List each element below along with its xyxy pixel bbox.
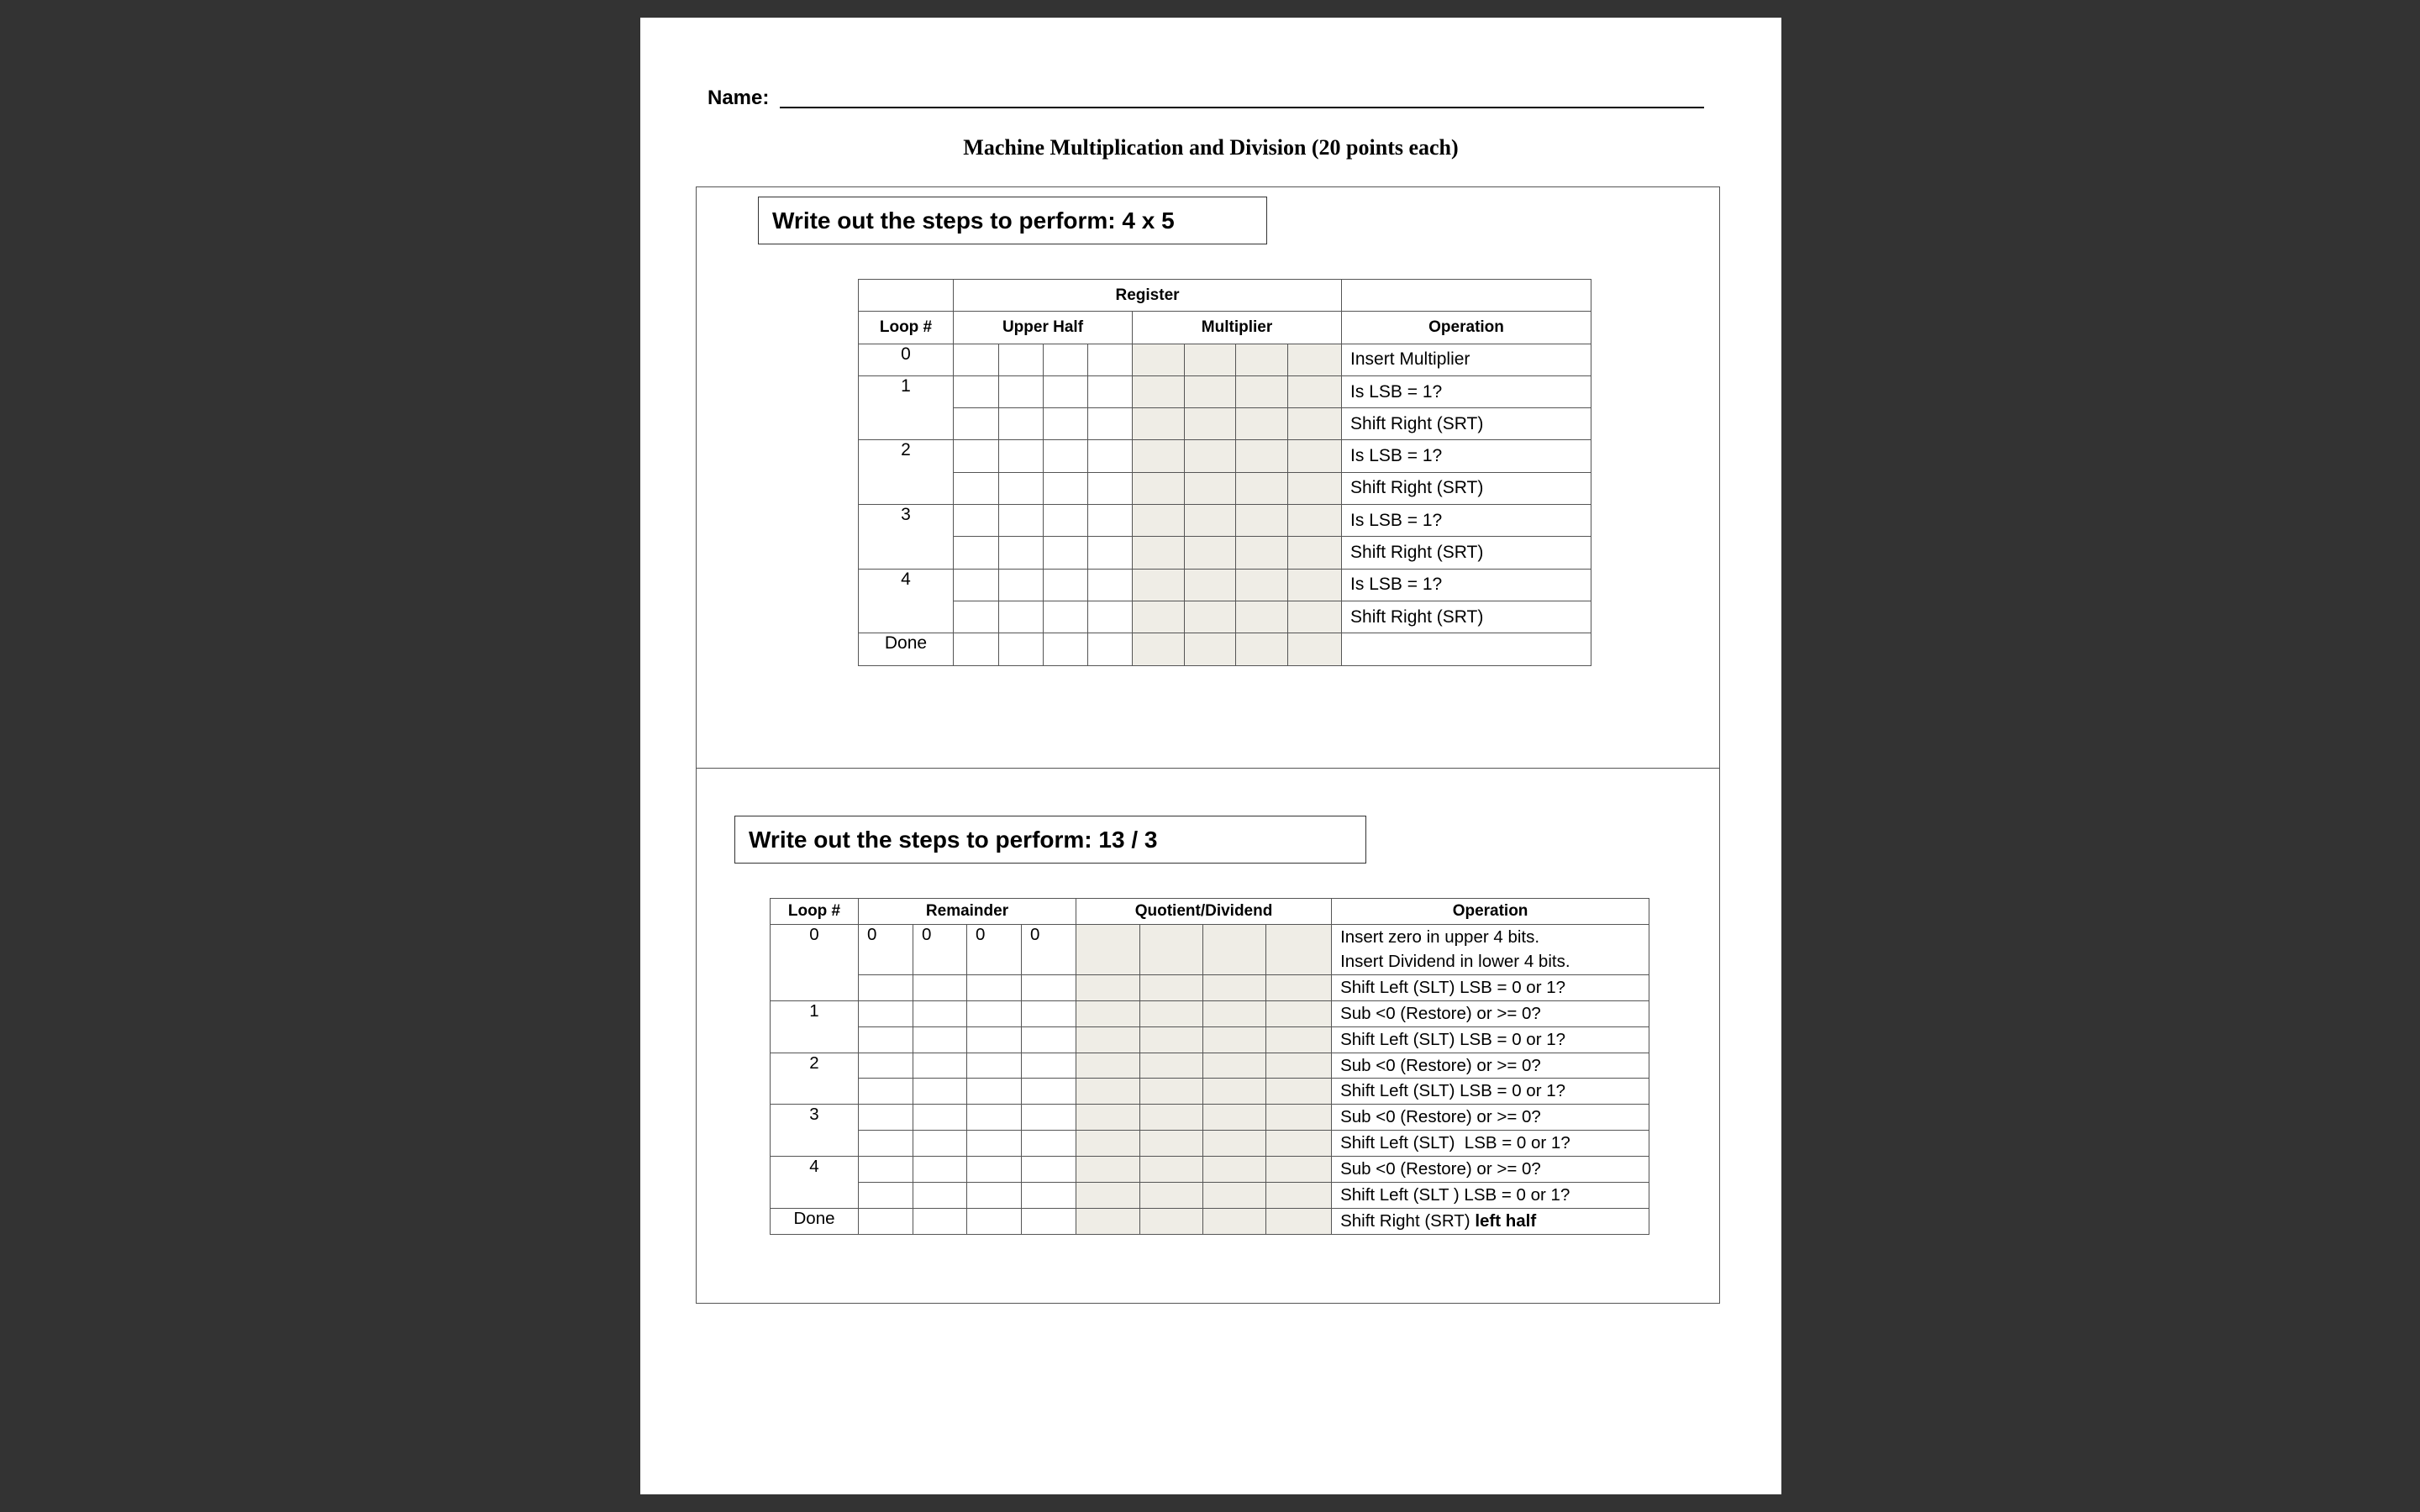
operation-cell: Sub <0 (Restore) or >= 0? (1332, 1157, 1649, 1183)
bit-cell[interactable] (1044, 472, 1088, 504)
col-multiplier-header: Multiplier (1133, 312, 1342, 344)
bit-cell[interactable] (967, 1183, 1022, 1209)
table-row (859, 440, 1591, 472)
col-quotient-header: Quotient/Dividend (1076, 899, 1332, 925)
bit-cell[interactable] (1022, 1079, 1076, 1105)
loop-number: 4 (771, 1157, 859, 1209)
bit-cell[interactable] (859, 1131, 913, 1157)
bit-cell[interactable] (1133, 472, 1185, 504)
bit-cell[interactable] (954, 440, 999, 472)
table-row (859, 472, 1591, 504)
bit-cell[interactable] (1266, 974, 1332, 1000)
bit-cell[interactable] (967, 1079, 1022, 1105)
bit-cell[interactable] (967, 1157, 1022, 1183)
col-remainder-header: Remainder (859, 899, 1076, 925)
operation-cell: Shift Right (SRT) (1342, 472, 1591, 504)
document-page (640, 18, 1781, 1494)
loop-number: Done (859, 633, 954, 665)
bit-cell[interactable] (1288, 537, 1342, 569)
bit-cell[interactable] (954, 344, 999, 375)
bit-cell[interactable] (1266, 1105, 1332, 1131)
loop-number: 3 (771, 1105, 859, 1157)
bit-cell[interactable] (1185, 633, 1236, 665)
bit-cell[interactable] (1076, 974, 1140, 1000)
bit-cell[interactable] (859, 1157, 913, 1183)
bit-cell[interactable] (1236, 505, 1288, 537)
bit-cell[interactable] (1288, 344, 1342, 375)
operation-text: Shift Right (SRT) (1340, 1210, 1476, 1231)
col-loop-header: Loop # (859, 312, 954, 344)
operation-cell: Shift Left (SLT) LSB = 0 or 1? (1332, 974, 1649, 1000)
bit-cell[interactable] (1203, 1079, 1266, 1105)
bit-cell[interactable] (1076, 1208, 1140, 1234)
bit-cell[interactable] (967, 1131, 1022, 1157)
bit-cell[interactable] (954, 408, 999, 440)
table-row (771, 1000, 1649, 1026)
col-upper-half-header: Upper Half (954, 312, 1133, 344)
name-field-line[interactable] (780, 107, 1704, 108)
bit-cell[interactable] (1022, 1026, 1076, 1053)
bit-cell[interactable] (1088, 408, 1133, 440)
bit-cell[interactable] (1185, 408, 1236, 440)
bit-cell[interactable] (999, 569, 1044, 601)
loop-number: 0 (859, 344, 954, 375)
bit-cell[interactable] (999, 440, 1044, 472)
loop-number: 4 (859, 569, 954, 633)
bit-cell[interactable] (913, 1026, 967, 1053)
bit-cell[interactable] (954, 472, 999, 504)
bit-cell[interactable] (859, 1105, 913, 1131)
bit-cell[interactable] (999, 537, 1044, 569)
bit-cell[interactable] (1288, 408, 1342, 440)
bit-cell[interactable] (1140, 1208, 1203, 1234)
col-operation-header: Operation (1342, 312, 1591, 344)
bit-cell[interactable] (1044, 375, 1088, 407)
bit-cell[interactable] (967, 1208, 1022, 1234)
operation-cell: Shift Left (SLT) LSB = 0 or 1? (1332, 1079, 1649, 1105)
bit-cell[interactable] (1133, 375, 1185, 407)
table-row (771, 1183, 1649, 1209)
operation-line: Insert Dividend in lower 4 bits. (1340, 952, 1570, 972)
bit-cell[interactable]: 0 (913, 924, 967, 974)
col-operation-header: Operation (1332, 899, 1649, 925)
bit-cell[interactable] (1140, 1026, 1203, 1053)
bit-cell[interactable] (1288, 440, 1342, 472)
bit-cell[interactable] (999, 408, 1044, 440)
bit-cell[interactable] (1203, 1053, 1266, 1079)
operation-cell: Shift Right (SRT) (1342, 601, 1591, 633)
bit-cell[interactable]: 0 (1022, 924, 1076, 974)
bit-cell[interactable] (1044, 601, 1088, 633)
bit-cell[interactable] (1088, 375, 1133, 407)
bit-cell[interactable] (1266, 1000, 1332, 1026)
bit-cell[interactable] (913, 1208, 967, 1234)
bit-cell[interactable] (859, 1026, 913, 1053)
bit-cell[interactable] (999, 344, 1044, 375)
bit-cell[interactable] (913, 1079, 967, 1105)
bit-cell[interactable] (1140, 1131, 1203, 1157)
bit-cell[interactable] (967, 974, 1022, 1000)
table-row (859, 569, 1591, 601)
bit-cell[interactable] (1288, 375, 1342, 407)
bit-cell[interactable] (967, 1053, 1022, 1079)
bit-cell[interactable] (1140, 1000, 1203, 1026)
bit-cell[interactable] (1236, 633, 1288, 665)
bit-cell[interactable] (1203, 1208, 1266, 1234)
page-title: Machine Multiplication and Division (20 points each) (963, 135, 1459, 160)
bit-cell[interactable] (1185, 344, 1236, 375)
table-row (771, 924, 1649, 974)
bit-cell[interactable] (1076, 1105, 1140, 1131)
bit-cell[interactable] (1133, 505, 1185, 537)
bit-cell[interactable] (1076, 1053, 1140, 1079)
bit-cell[interactable] (1203, 1026, 1266, 1053)
bit-cell[interactable] (913, 1105, 967, 1131)
operation-cell[interactable] (1342, 633, 1591, 665)
bit-cell[interactable] (1076, 1026, 1140, 1053)
bit-cell[interactable] (1076, 1183, 1140, 1209)
bit-cell[interactable] (859, 1183, 913, 1209)
bit-cell[interactable] (954, 601, 999, 633)
bit-cell[interactable] (1088, 505, 1133, 537)
bit-cell[interactable] (859, 1208, 913, 1234)
bit-cell[interactable] (1288, 601, 1342, 633)
bit-cell[interactable] (1236, 440, 1288, 472)
bit-cell[interactable] (1022, 1183, 1076, 1209)
table-row (859, 505, 1591, 537)
loop-number: 1 (771, 1000, 859, 1053)
bit-cell[interactable] (1044, 569, 1088, 601)
bit-cell[interactable] (1088, 537, 1133, 569)
bit-cell[interactable] (1185, 601, 1236, 633)
table-row (771, 1079, 1649, 1105)
bit-cell[interactable] (1185, 472, 1236, 504)
operation-cell: Sub <0 (Restore) or >= 0? (1332, 1053, 1649, 1079)
bit-cell[interactable] (1236, 601, 1288, 633)
operation-cell: Is LSB = 1? (1342, 440, 1591, 472)
bit-cell[interactable] (1203, 924, 1266, 974)
bit-cell[interactable] (1140, 1105, 1203, 1131)
bit-cell[interactable] (1266, 1026, 1332, 1053)
bit-cell[interactable] (967, 1105, 1022, 1131)
bit-cell[interactable] (1236, 537, 1288, 569)
bit-cell[interactable] (1288, 569, 1342, 601)
table-row (771, 1053, 1649, 1079)
bit-cell[interactable] (1076, 1157, 1140, 1183)
operation-line: Insert zero in upper 4 bits. (1340, 927, 1540, 948)
table-row (859, 633, 1591, 665)
bit-cell[interactable] (954, 537, 999, 569)
table-row (771, 1157, 1649, 1183)
bit-cell[interactable] (1133, 344, 1185, 375)
bit-cell[interactable] (1236, 344, 1288, 375)
bit-cell[interactable] (999, 375, 1044, 407)
bit-cell[interactable] (1236, 375, 1288, 407)
bit-cell[interactable] (1076, 1131, 1140, 1157)
bit-cell[interactable] (1044, 633, 1088, 665)
bit-cell[interactable] (1133, 537, 1185, 569)
bit-cell[interactable] (1203, 1131, 1266, 1157)
table-row (771, 1105, 1649, 1131)
bit-cell[interactable] (1203, 1000, 1266, 1026)
bit-cell[interactable] (999, 472, 1044, 504)
bit-cell[interactable] (1133, 633, 1185, 665)
operation-cell: Insert Multiplier (1342, 344, 1591, 375)
multiplication-table (858, 279, 1591, 666)
bit-cell[interactable] (967, 1000, 1022, 1026)
table-row (771, 1131, 1649, 1157)
bit-cell[interactable] (1044, 408, 1088, 440)
bit-cell[interactable] (954, 569, 999, 601)
bit-cell[interactable]: 0 (967, 924, 1022, 974)
bit-cell[interactable] (1203, 1105, 1266, 1131)
bit-cell[interactable] (1266, 1208, 1332, 1234)
bit-cell[interactable] (913, 1131, 967, 1157)
operation-cell (1332, 1208, 1649, 1234)
bit-cell[interactable] (1140, 1183, 1203, 1209)
bit-cell[interactable] (1266, 1157, 1332, 1183)
loop-number: 2 (859, 440, 954, 505)
bit-cell[interactable] (1022, 1131, 1076, 1157)
operation-cell: Shift Left (SLT) LSB = 0 or 1? (1332, 1131, 1649, 1157)
bit-cell[interactable] (954, 375, 999, 407)
bit-cell[interactable] (1088, 569, 1133, 601)
bit-cell[interactable] (1236, 408, 1288, 440)
bit-cell[interactable] (1133, 440, 1185, 472)
bit-cell[interactable] (1203, 1183, 1266, 1209)
bit-cell[interactable] (913, 974, 967, 1000)
bit-cell[interactable] (1185, 440, 1236, 472)
bit-cell[interactable] (999, 505, 1044, 537)
bit-cell[interactable] (1088, 601, 1133, 633)
bit-cell[interactable] (1288, 472, 1342, 504)
bit-cell[interactable] (1288, 505, 1342, 537)
bit-cell[interactable] (1266, 1053, 1332, 1079)
loop-number: Done (771, 1208, 859, 1234)
bit-cell[interactable] (859, 1000, 913, 1026)
table-row (859, 344, 1591, 375)
bit-cell[interactable] (1088, 633, 1133, 665)
bit-cell[interactable] (1140, 1157, 1203, 1183)
bit-cell[interactable] (1022, 1000, 1076, 1026)
bit-cell[interactable] (1203, 974, 1266, 1000)
bit-cell[interactable] (1288, 633, 1342, 665)
operation-cell: Is LSB = 1? (1342, 375, 1591, 407)
bit-cell[interactable] (1076, 1000, 1140, 1026)
bit-cell[interactable] (1044, 440, 1088, 472)
operation-cell: Sub <0 (Restore) or >= 0? (1332, 1105, 1649, 1131)
register-header: Register (954, 280, 1342, 312)
loop-number: 2 (771, 1053, 859, 1105)
bit-cell[interactable] (1266, 1131, 1332, 1157)
bit-cell[interactable] (1088, 472, 1133, 504)
bit-cell[interactable] (1203, 1157, 1266, 1183)
operation-cell: Shift Right (SRT) (1342, 537, 1591, 569)
table-row (859, 408, 1591, 440)
bit-cell[interactable] (1133, 569, 1185, 601)
table-row (771, 974, 1649, 1000)
table-row (771, 1026, 1649, 1053)
bit-cell[interactable] (1076, 924, 1140, 974)
bit-cell[interactable] (1266, 1183, 1332, 1209)
bit-cell[interactable] (1022, 1208, 1076, 1234)
bit-cell[interactable] (999, 601, 1044, 633)
bit-cell[interactable] (1185, 505, 1236, 537)
division-table (770, 898, 1649, 1235)
header-empty-cell (1342, 280, 1591, 312)
bit-cell[interactable]: 0 (859, 924, 913, 974)
bit-cell[interactable] (1022, 1157, 1076, 1183)
bit-cell[interactable] (913, 1157, 967, 1183)
operation-cell: Sub <0 (Restore) or >= 0? (1332, 1000, 1649, 1026)
name-label: Name: (708, 87, 770, 109)
bit-cell[interactable] (1266, 924, 1332, 974)
bit-cell[interactable] (1236, 569, 1288, 601)
loop-number: 3 (859, 505, 954, 570)
bit-cell[interactable] (913, 1183, 967, 1209)
col-loop-header: Loop # (771, 899, 859, 925)
bit-cell[interactable] (1185, 375, 1236, 407)
bit-cell[interactable] (913, 1000, 967, 1026)
division-prompt-text: Write out the steps to perform: 13 / 3 (749, 826, 1158, 853)
bit-cell[interactable] (1044, 344, 1088, 375)
bit-cell[interactable] (859, 1053, 913, 1079)
bit-cell[interactable] (1133, 601, 1185, 633)
bit-cell[interactable] (1044, 537, 1088, 569)
bit-cell[interactable] (1140, 924, 1203, 974)
operation-cell: Shift Left (SLT ) LSB = 0 or 1? (1332, 1183, 1649, 1209)
loop-number: 0 (771, 924, 859, 1000)
bit-cell[interactable] (1185, 537, 1236, 569)
multiplication-prompt-text: Write out the steps to perform: 4 x 5 (772, 207, 1175, 234)
bit-cell[interactable] (954, 505, 999, 537)
operation-cell: Shift Right (SRT) (1342, 408, 1591, 440)
bit-cell[interactable] (1088, 344, 1133, 375)
division-prompt (734, 816, 1366, 864)
bit-cell[interactable] (1140, 1079, 1203, 1105)
bit-cell[interactable] (1076, 1079, 1140, 1105)
bit-cell[interactable] (1088, 440, 1133, 472)
bit-cell[interactable] (1140, 1053, 1203, 1079)
bit-cell[interactable] (954, 633, 999, 665)
bit-cell[interactable] (1236, 472, 1288, 504)
bit-cell[interactable] (1044, 505, 1088, 537)
bit-cell[interactable] (1185, 569, 1236, 601)
bit-cell[interactable] (967, 1026, 1022, 1053)
multiplication-prompt (758, 197, 1267, 244)
bit-cell[interactable] (1266, 1079, 1332, 1105)
header-empty-cell (859, 280, 954, 312)
bit-cell[interactable] (859, 1079, 913, 1105)
loop-number: 1 (859, 375, 954, 440)
bit-cell[interactable] (1140, 974, 1203, 1000)
bit-cell[interactable] (1022, 974, 1076, 1000)
bit-cell[interactable] (999, 633, 1044, 665)
operation-cell (1332, 924, 1649, 974)
table-row (859, 537, 1591, 569)
operation-emphasis: left half (1475, 1210, 1537, 1231)
operation-cell: Shift Left (SLT) LSB = 0 or 1? (1332, 1026, 1649, 1053)
bit-cell[interactable] (1022, 1053, 1076, 1079)
table-row (859, 601, 1591, 633)
operation-cell: Is LSB = 1? (1342, 569, 1591, 601)
bit-cell[interactable] (1022, 1105, 1076, 1131)
bit-cell[interactable] (913, 1053, 967, 1079)
table-row (859, 375, 1591, 407)
bit-cell[interactable] (1133, 408, 1185, 440)
bit-cell[interactable] (859, 974, 913, 1000)
operation-cell: Is LSB = 1? (1342, 505, 1591, 537)
table-row (771, 1208, 1649, 1234)
